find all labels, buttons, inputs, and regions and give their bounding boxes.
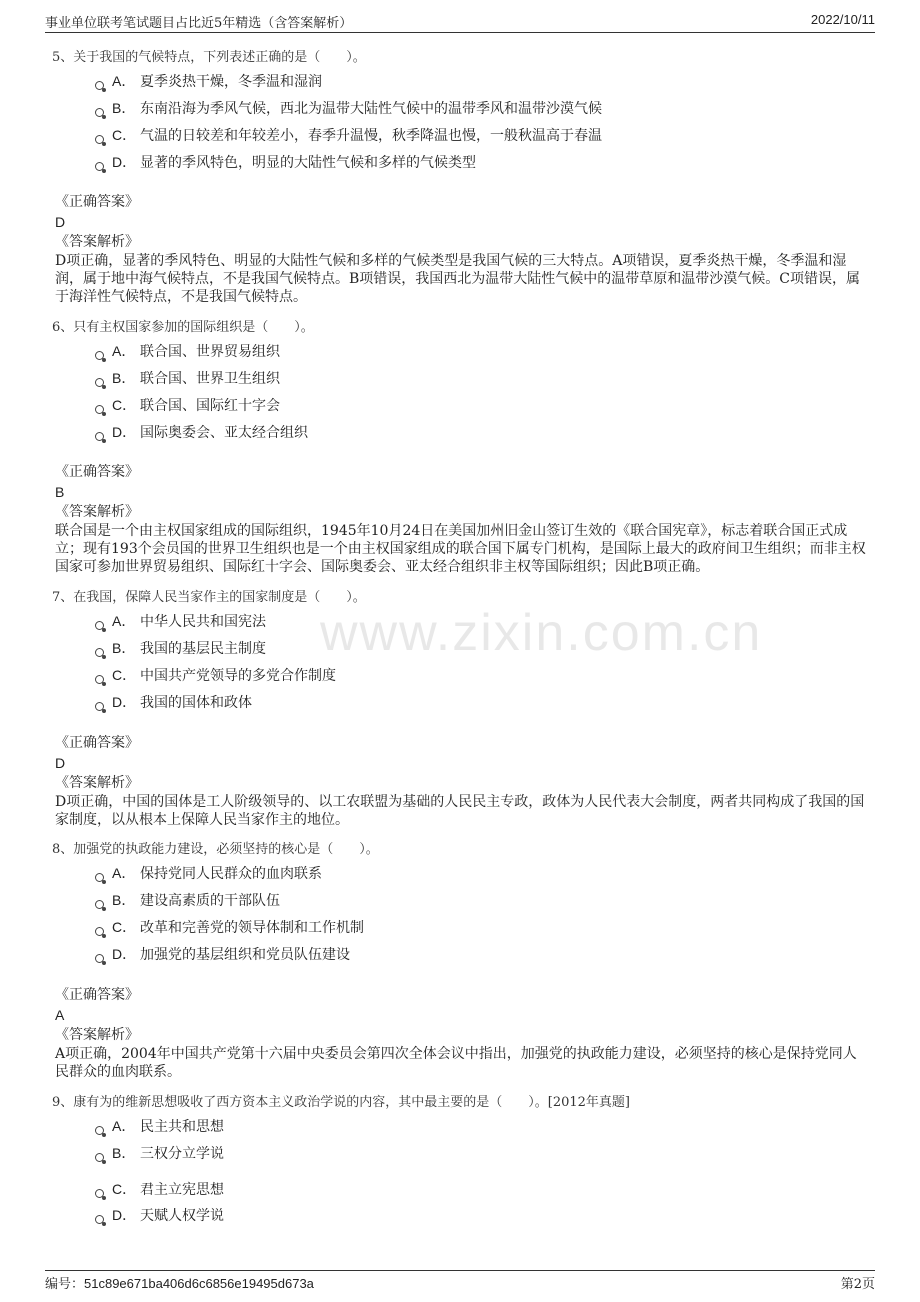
question-stem: 7、在我国，保障人民当家作主的国家制度是（ ）。	[52, 590, 366, 605]
answer-label: 《正确答案》	[55, 194, 139, 210]
analysis-label: 《答案解析》	[55, 234, 139, 250]
question-9	[52, 1093, 872, 1224]
radio-icon[interactable]	[95, 1215, 104, 1224]
question-6	[52, 318, 872, 441]
option-d[interactable]: D． 国际奥委会、亚太经合组织	[95, 421, 308, 443]
option-c[interactable]: C． 气温的日较差和年较差小，春季升温慢，秋季降温也慢，一般秋温高于春温	[95, 124, 602, 146]
answer-label: 《正确答案》	[55, 735, 139, 751]
radio-icon[interactable]	[95, 927, 104, 936]
option-c[interactable]: C． 君主立宪思想	[95, 1178, 224, 1200]
document-title: 事业单位联考笔试题目占比近5年精选（含答案解析）	[45, 16, 353, 31]
question-5	[52, 48, 872, 171]
correct-answer: A	[55, 1007, 65, 1023]
watermark: www.zixin.com.cn	[320, 604, 763, 662]
option-b[interactable]: B． 建设高素质的干部队伍	[95, 889, 280, 911]
document-code: 编号：51c89e671ba406d6c6856e19495d673a	[45, 1276, 314, 1292]
radio-icon[interactable]	[95, 1153, 104, 1162]
question-stem: 5、关于我国的气候特点，下列表述正确的是（ ）。	[52, 50, 366, 65]
analysis-text: D项正确，中国的国体是工人阶级领导的、以工农联盟为基础的人民民主专政，政体为人民代表大会制度，两者共同构成了我国的国家制度，以从根本上保障人民当家作主的地位。	[55, 794, 865, 828]
page-number: 第2页	[840, 1277, 875, 1292]
answer-block-8	[55, 985, 870, 1081]
answer-block-5	[55, 192, 870, 306]
radio-icon[interactable]	[95, 378, 104, 387]
analysis-text: A项正确，2004年中国共产党第十六届中央委员会第四次全体会议中指出，加强党的执政能力建设，必须坚持的核心是保持党同人民群众的血肉联系。	[55, 1046, 857, 1080]
radio-icon[interactable]	[95, 648, 104, 657]
radio-icon[interactable]	[95, 900, 104, 909]
option-a[interactable]: A． 联合国、世界贸易组织	[95, 340, 280, 362]
option-d[interactable]: D． 我国的国体和政体	[95, 691, 252, 713]
analysis-text: 联合国是一个由主权国家组成的国际组织，1945年10月24日在美国加州旧金山签订生效的《联合国宪章》，标志着联合国正式成立；现有193个会员国的世界卫生组织也是一个由主权国家组成的联合国下属专门机构，是国际上最大的政府间卫生组织；而非主权国家可参加世界贸易组织、国际红十字会、国际奥委会、亚太经合组织非主权等国际组织；因此B项正确。	[55, 523, 866, 575]
radio-icon[interactable]	[95, 162, 104, 171]
radio-icon[interactable]	[95, 621, 104, 630]
option-d[interactable]: D． 加强党的基层组织和党员队伍建设	[95, 943, 350, 965]
option-b[interactable]: B． 我国的基层民主制度	[95, 637, 266, 659]
question-8	[52, 840, 872, 963]
answer-block-7	[55, 733, 870, 829]
question-stem: 6、只有主权国家参加的国际组织是（ ）。	[52, 320, 314, 335]
answer-label: 《正确答案》	[55, 987, 139, 1003]
document-date: 2022/10/11	[810, 12, 875, 27]
question-stem: 8、加强党的执政能力建设，必须坚持的核心是（ ）。	[52, 842, 379, 857]
radio-icon[interactable]	[95, 432, 104, 441]
radio-icon[interactable]	[95, 873, 104, 882]
analysis-text: D项正确，显著的季风特色、明显的大陆性气候和多样的气候类型是我国气候的三大特点。A项错误，夏季炎热干燥，冬季温和湿润，属于地中海气候特点，不是我国气候特点。B项错误，我国西北为温带大陆性气候中的温带草原和温带沙漠气候。C项错误，属于海洋性气候特点，不是我国气候特点。	[55, 253, 860, 305]
page-header	[45, 12, 875, 33]
option-a[interactable]: A． 民主共和思想	[95, 1115, 224, 1137]
radio-icon[interactable]	[95, 108, 104, 117]
radio-icon[interactable]	[95, 954, 104, 963]
answer-block-6	[55, 462, 870, 576]
radio-icon[interactable]	[95, 1189, 104, 1198]
correct-answer: D	[55, 755, 66, 771]
radio-icon[interactable]	[95, 1126, 104, 1135]
correct-answer: D	[55, 214, 66, 230]
option-b[interactable]: B． 三权分立学说	[95, 1142, 224, 1164]
radio-icon[interactable]	[95, 351, 104, 360]
option-d[interactable]: D． 显著的季风特色，明显的大陆性气候和多样的气候类型	[95, 151, 476, 173]
radio-icon[interactable]	[95, 675, 104, 684]
option-a[interactable]: A． 中华人民共和国宪法	[95, 610, 266, 632]
radio-icon[interactable]	[95, 81, 104, 90]
option-b[interactable]: B． 东南沿海为季风气候，西北为温带大陆性气候中的温带季风和温带沙漠气候	[95, 97, 602, 119]
radio-icon[interactable]	[95, 702, 104, 711]
option-d[interactable]: D． 天赋人权学说	[95, 1204, 224, 1226]
option-c[interactable]: C． 中国共产党领导的多党合作制度	[95, 664, 336, 686]
analysis-label: 《答案解析》	[55, 504, 139, 520]
question-stem: 9、康有为的维新思想吸收了西方资本主义政治学说的内容，其中最主要的是（ ）。[2012年真题]	[52, 1095, 630, 1110]
page-footer	[45, 1270, 875, 1295]
option-b[interactable]: B． 联合国、世界卫生组织	[95, 367, 280, 389]
option-c[interactable]: C． 联合国、国际红十字会	[95, 394, 280, 416]
analysis-label: 《答案解析》	[55, 1027, 139, 1043]
radio-icon[interactable]	[95, 135, 104, 144]
correct-answer: B	[55, 484, 65, 500]
option-a[interactable]: A． 保持党同人民群众的血肉联系	[95, 862, 322, 884]
analysis-label: 《答案解析》	[55, 775, 139, 791]
radio-icon[interactable]	[95, 405, 104, 414]
option-c[interactable]: C． 改革和完善党的领导体制和工作机制	[95, 916, 364, 938]
option-a[interactable]: A． 夏季炎热干燥，冬季温和湿润	[95, 70, 322, 92]
answer-label: 《正确答案》	[55, 464, 139, 480]
